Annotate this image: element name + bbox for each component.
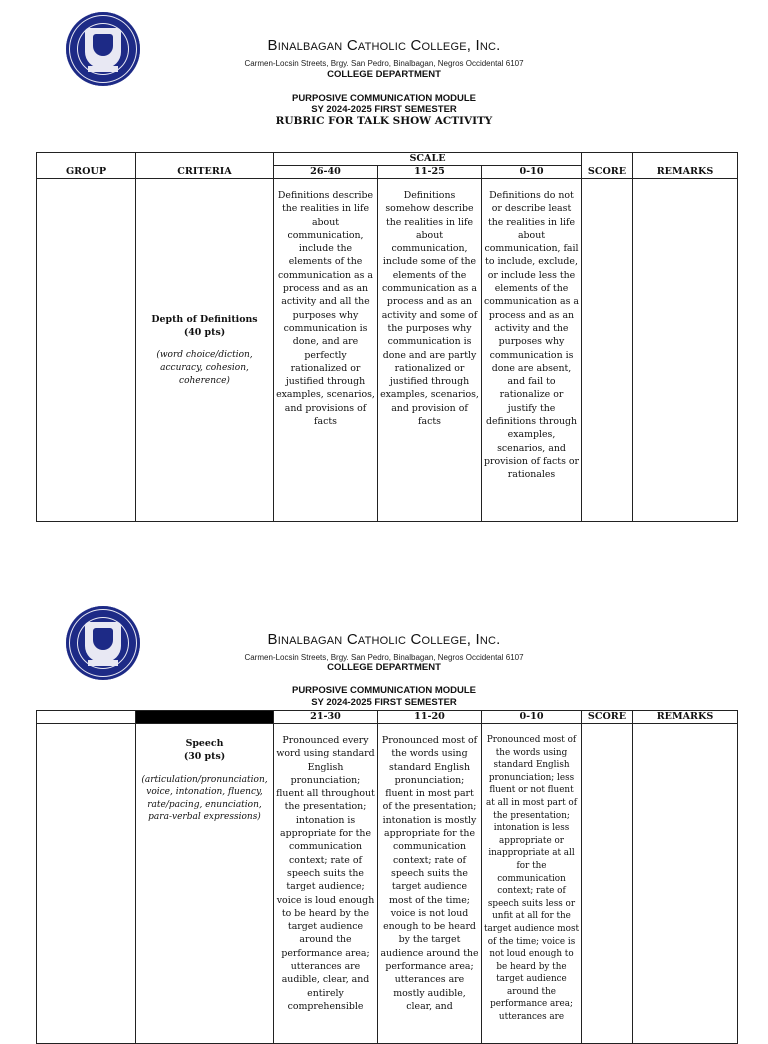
group-header: GROUP [37, 153, 136, 179]
rubric-title: RUBRIC FOR TALK SHOW ACTIVITY [275, 115, 493, 127]
remarks-header: REMARKS [633, 711, 738, 724]
criteria-header-redacted [136, 711, 274, 724]
level-mid-description: Pronounced most of the words using standard English pronunciation; fluent in most part of the presentation; intonation is mostly appropriate for the communication context; rate of speech suits the target audience most of the time; voice is not loud enough to be heard by the target audience around the performance area; utterances are mostly audible, clear, and [378, 724, 482, 1044]
rubric-table [36, 710, 738, 1044]
level-mid-description: Definitions somehow describe the realities in life about communication, include some of the elements of the communication as a process and as an activity and some of the purposes why communication is done and are partly rationalized or justified through examples, scenarios, and provision of facts [378, 179, 482, 522]
semester-label: SY 2024-2025 FIRST SEMESTER [311, 697, 457, 708]
college-name: Binalbagan Catholic College, Inc. [267, 37, 501, 54]
group-cell [37, 724, 136, 1044]
score-header: SCORE [582, 711, 633, 724]
semester-label: SY 2024-2025 FIRST SEMESTER [311, 104, 457, 115]
criterion-name: Depth of Definitions [151, 313, 258, 325]
criteria-cell [136, 179, 274, 522]
scale-header: SCALE [274, 153, 582, 166]
criterion-points: (40 pts) [183, 327, 226, 339]
remarks-cell [633, 179, 738, 522]
college-address: Carmen-Locsin Streets, Brgy. San Pedro, Binalbagan, Negros Occidental 6107 [244, 653, 524, 662]
group-header [37, 711, 136, 724]
scale-range-high: 21-30 [274, 711, 378, 724]
score-header: SCORE [582, 153, 633, 179]
criterion-name: Speech [185, 738, 224, 749]
scale-range-high: 26-40 [274, 166, 378, 179]
criterion-note: (word choice/diction, accuracy, cohesion, coherence) [156, 350, 253, 386]
level-high-description: Pronounced every word using standard English pronunciation; fluent all throughout the presentation; intonation is appropriate for the communication context; rate of speech suits the target audience; voice is loud enough to be heard by the target audience around the performance area; utterances are audible, clear, and entirely comprehensible [274, 724, 378, 1044]
scale-range-mid: 11-20 [378, 711, 482, 724]
module-title: PURPOSIVE COMMUNICATION MODULE [291, 685, 477, 696]
college-name: Binalbagan Catholic College, Inc. [267, 631, 501, 648]
remarks-header: REMARKS [633, 153, 738, 179]
criteria-header: CRITERIA [136, 153, 274, 179]
criteria-cell [136, 724, 274, 1044]
score-cell [582, 724, 633, 1044]
level-high-description: Definitions describe the realities in life about communication, include the elements of the communication as a process and as an activity and all the purposes why communication is done, and are perfectly rationalized or justified through examples, scenarios, and provisions of facts [274, 179, 378, 522]
level-low-description: Definitions do not or describe least the realities in life about communication, fail to include, exclude, or include less the elements of the communication as a process and as an activity and the purposes why communication is done are absent, and fail to rationalize or justify the definitions through examples, scenarios, and provision of facts or rationales [482, 179, 582, 522]
scale-range-mid: 11-25 [378, 166, 482, 179]
table-row [37, 724, 738, 1044]
department-label: COLLEGE DEPARTMENT [327, 662, 441, 673]
rubric-table [36, 152, 738, 522]
criterion-points: (30 pts) [183, 751, 226, 763]
department-label: COLLEGE DEPARTMENT [327, 69, 441, 80]
criterion-note: (articulation/pronunciation, voice, intonation, fluency, rate/pacing, enunciation, para-verbal expressions) [141, 774, 268, 823]
table-row [37, 179, 738, 522]
level-low-description: Pronounced most of the words using standard English pronunciation; less fluent or not fluent at all in most part of the presentation; intonation is less appropriate or inappropriate at all for the communication context; rate of speech suits less or unfit at all for the target audience most of the time; voice is not loud enough to be heard by the target audience around the performance area; utterances are [482, 724, 582, 1044]
remarks-cell [633, 724, 738, 1044]
group-cell [37, 179, 136, 522]
score-cell [582, 179, 633, 522]
scale-range-low: 0-10 [482, 711, 582, 724]
college-address: Carmen-Locsin Streets, Brgy. San Pedro, Binalbagan, Negros Occidental 6107 [244, 59, 524, 68]
module-title: PURPOSIVE COMMUNICATION MODULE [291, 93, 477, 104]
scale-range-low: 0-10 [482, 166, 582, 179]
